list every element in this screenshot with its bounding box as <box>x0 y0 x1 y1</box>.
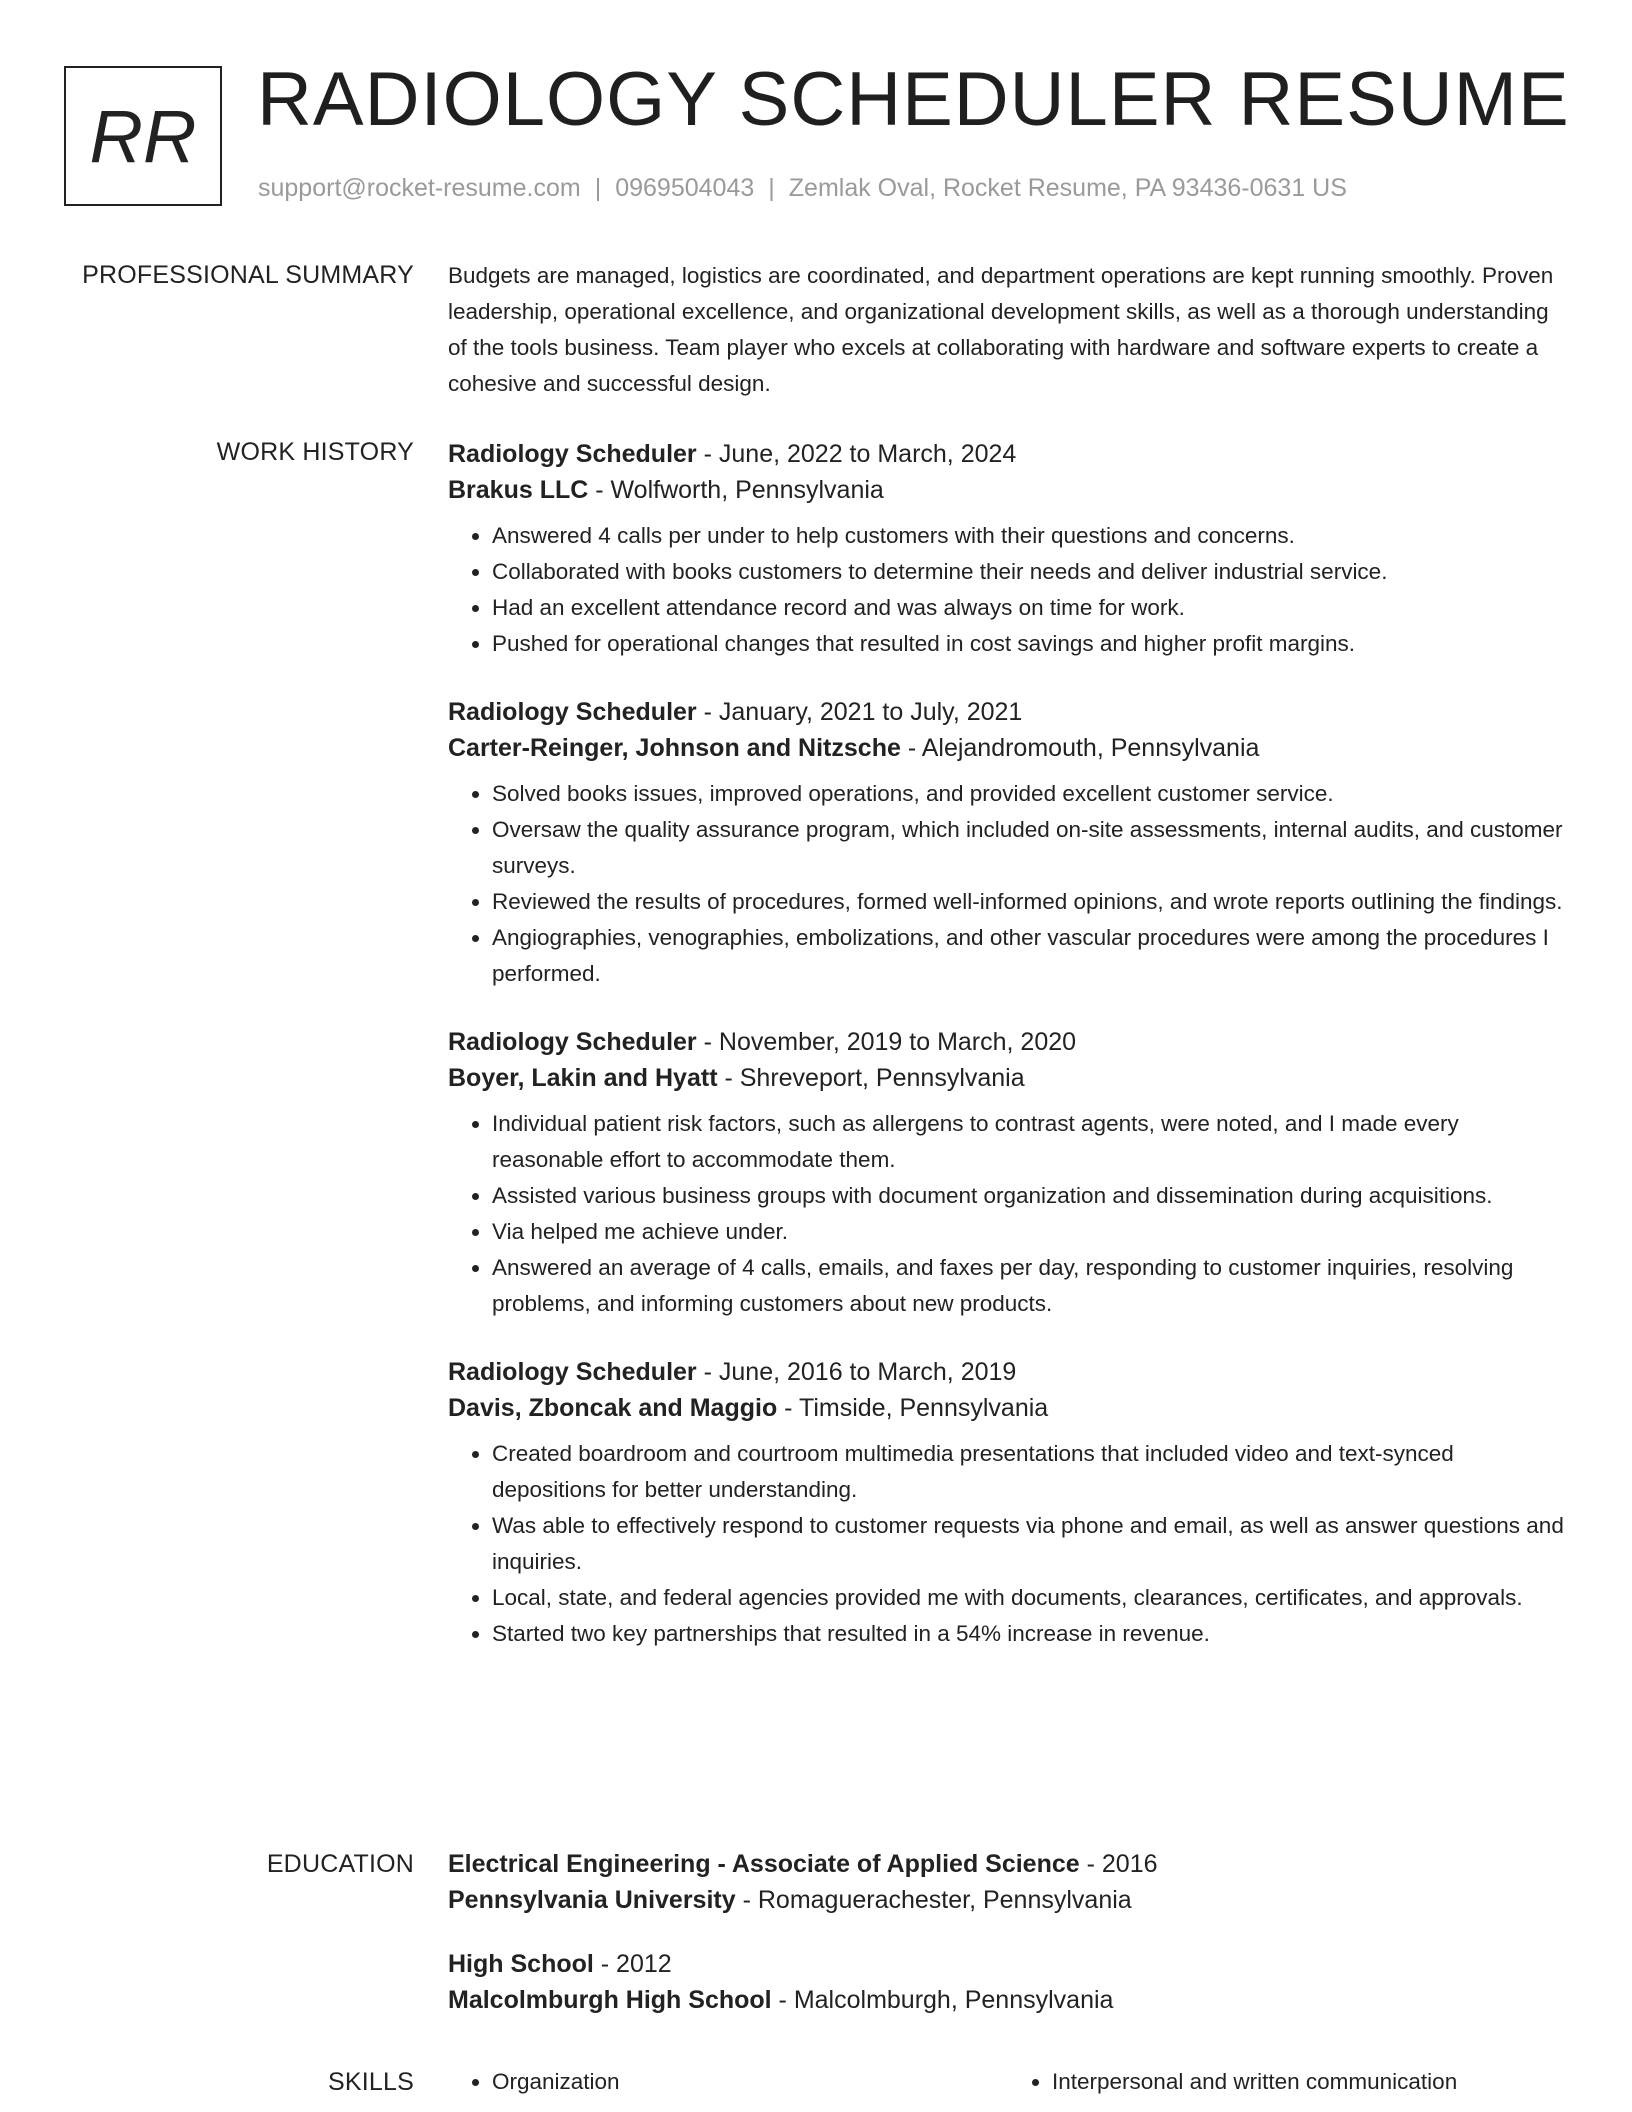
education-location: - Malcolmburgh, Pennsylvania <box>771 1986 1114 2014</box>
section-label-work-history: WORK HISTORY <box>216 438 414 466</box>
contact-line <box>258 174 1347 203</box>
education-location: - Romaguerachester, Pennsylvania <box>735 1886 1132 1914</box>
job-bullet: • Created boardroom and courtroom multimedia presentations that included video and text-synced depositions for better understanding. <box>492 1436 1568 1508</box>
job-dates: - November, 2019 to March, 2020 <box>696 1028 1077 1056</box>
contact-address: Zemlak Oval, Rocket Resume, PA 93436-0631 US <box>788 174 1347 202</box>
education-degree-line <box>448 1846 1568 1882</box>
contact-phone: 0969504043 <box>615 174 755 202</box>
job-company: Davis, Zboncak and Maggio <box>448 1394 778 1422</box>
job-dates: - June, 2022 to March, 2024 <box>696 440 1017 468</box>
job-company: Brakus LLC <box>448 476 589 504</box>
job-bullet: • Answered an average of 4 calls, emails, and faxes per day, responding to customer inquiries, resolving problems, and informing customers about new products. <box>492 1250 1568 1322</box>
skill-item: • Organization <box>492 2064 1008 2100</box>
job-bullet: • Individual patient risk factors, such as allergens to contrast agents, were noted, and I made every reasonable effort to accommodate them. <box>492 1106 1568 1178</box>
skills-section <box>448 2064 1568 2100</box>
job-company-line <box>448 730 1568 766</box>
job-bullet: • Assisted various business groups with document organization and dissemination during acquisitions. <box>492 1178 1568 1214</box>
education-degree: Electrical Engineering - Associate of Applied Science <box>448 1850 1080 1878</box>
contact-separator: | <box>768 174 775 202</box>
skill-item: • Interpersonal and written communication <box>1052 2064 1568 2100</box>
education-school: Malcolmburgh High School <box>448 1986 772 2014</box>
job-location: - Timside, Pennsylvania <box>777 1394 1049 1422</box>
summary-text: Budgets are managed, logistics are coordinated, and department operations are kept running smoothly. Proven leadership, operational excellence, and organizational development skills, as well as a thorough understanding of the tools business. Team player who excels at collaborating with hardware and software experts to create a cohesive and successful design. <box>448 263 1554 396</box>
job-dates: - June, 2016 to March, 2019 <box>696 1358 1017 1386</box>
education-school: Pennsylvania University <box>448 1886 736 1914</box>
job-bullet: • Answered 4 calls per under to help customers with their questions and concerns. <box>492 518 1568 554</box>
education-year: - 2012 <box>593 1950 672 1978</box>
job-title-line <box>448 436 1568 472</box>
job-title-line <box>448 1354 1568 1390</box>
job-bullets <box>448 1436 1568 1652</box>
education-entry <box>448 1846 1568 1918</box>
job-title: Radiology Scheduler <box>448 440 697 468</box>
work-history-section <box>448 436 1568 1684</box>
skills-list-left <box>448 2064 1008 2100</box>
section-label-skills: SKILLS <box>328 2068 414 2096</box>
job-bullets <box>448 1106 1568 1322</box>
job-title-line <box>448 694 1568 730</box>
job-bullet: • Angiographies, venographies, embolizations, and other vascular procedures were among the procedures I performed. <box>492 920 1568 992</box>
job-bullets <box>448 518 1568 662</box>
job-title: Radiology Scheduler <box>448 698 697 726</box>
job-location: - Alejandromouth, Pennsylvania <box>900 734 1260 762</box>
education-school-line <box>448 1882 1568 1918</box>
job-location: - Shreveport, Pennsylvania <box>717 1064 1025 1092</box>
job-bullet: • Via helped me achieve under. <box>492 1214 1568 1250</box>
monogram-logo: RR <box>64 66 222 206</box>
job-bullet: • Oversaw the quality assurance program, which included on-site assessments, internal audits, and customer surveys. <box>492 812 1568 884</box>
job-company: Boyer, Lakin and Hyatt <box>448 1064 718 1092</box>
job-entry <box>448 694 1568 992</box>
education-year: - 2016 <box>1079 1850 1158 1878</box>
section-label-summary: PROFESSIONAL SUMMARY <box>82 261 414 289</box>
education-school-line <box>448 1982 1568 2018</box>
contact-separator: | <box>594 174 602 202</box>
section-label-education: EDUCATION <box>266 1850 414 1878</box>
job-bullet: • Local, state, and federal agencies provided me with documents, clearances, certificates, and approvals. <box>492 1580 1568 1616</box>
job-bullet: • Pushed for operational changes that resulted in cost savings and higher profit margins. <box>492 626 1568 662</box>
job-entry <box>448 1024 1568 1322</box>
education-degree: High School <box>448 1950 594 1978</box>
resume-title: RADIOLOGY SCHEDULER RESUME <box>257 57 1570 142</box>
job-entry <box>448 436 1568 662</box>
job-company-line <box>448 472 1568 508</box>
skills-list-right <box>1008 2064 1568 2100</box>
job-title: Radiology Scheduler <box>448 1358 697 1386</box>
job-company-line <box>448 1390 1568 1426</box>
job-bullet: • Started two key partnerships that resulted in a 54% increase in revenue. <box>492 1616 1568 1652</box>
job-bullet: • Had an excellent attendance record and was always on time for work. <box>492 590 1568 626</box>
job-company: Carter-Reinger, Johnson and Nitzsche <box>448 734 901 762</box>
job-bullet: • Reviewed the results of procedures, formed well-informed opinions, and wrote reports outlining the findings. <box>492 884 1568 920</box>
job-bullet: • Collaborated with books customers to determine their needs and deliver industrial service. <box>492 554 1568 590</box>
job-location: - Wolfworth, Pennsylvania <box>588 476 884 504</box>
summary-section <box>448 258 1568 402</box>
contact-email: support@rocket-resume.com <box>258 174 581 202</box>
education-entry <box>448 1946 1568 2018</box>
job-title-line <box>448 1024 1568 1060</box>
job-entry <box>448 1354 1568 1652</box>
job-bullet: • Was able to effectively respond to customer requests via phone and email, as well as answer questions and inquiries. <box>492 1508 1568 1580</box>
job-title: Radiology Scheduler <box>448 1028 697 1056</box>
education-section <box>448 1846 1568 2046</box>
job-company-line <box>448 1060 1568 1096</box>
job-bullets <box>448 776 1568 992</box>
job-dates: - January, 2021 to July, 2021 <box>696 698 1023 726</box>
education-degree-line <box>448 1946 1568 1982</box>
job-bullet: • Solved books issues, improved operations, and provided excellent customer service. <box>492 776 1568 812</box>
